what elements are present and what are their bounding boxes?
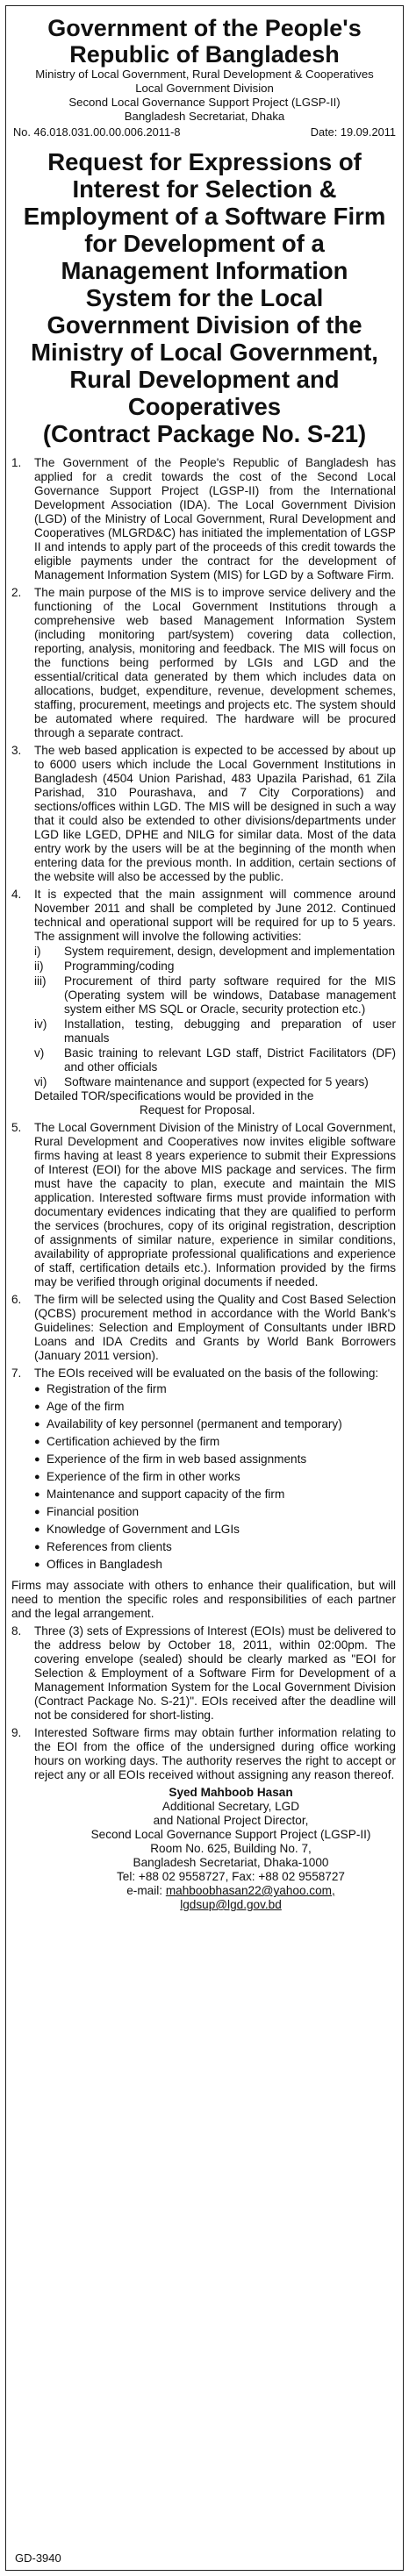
activity-text: Software maintenance and support (expected for 5 years) bbox=[64, 1075, 369, 1088]
main-title-line: System for the Local bbox=[85, 284, 324, 311]
paragraph-number: 3. bbox=[11, 744, 22, 757]
activity-numeral: v) bbox=[34, 1046, 45, 1060]
signatory-phone: Tel: +88 02 9558727, Fax: +88 02 9558727 bbox=[116, 1870, 345, 1883]
paragraph-number: 6. bbox=[11, 1293, 22, 1306]
list-item bbox=[34, 1400, 396, 1414]
paragraph-content bbox=[34, 888, 396, 1117]
main-title-line: Interest for Selection & bbox=[72, 175, 337, 203]
paragraph-text: Interested Software firms may obtain further information relating to the EOI from the office of the undersigned during office working hours on working days. The authority reserves the right to accept or reject any or all EOIs received without assigning any reason thereof. bbox=[34, 1726, 396, 1781]
reference-row bbox=[6, 124, 403, 139]
activity-numeral: iii) bbox=[34, 974, 47, 988]
activity-text: Programming/coding bbox=[64, 960, 175, 973]
activity-numeral: vi) bbox=[34, 1075, 47, 1088]
list-item bbox=[34, 1382, 396, 1396]
advertisement-page bbox=[5, 5, 404, 2571]
ministry-line: Ministry of Local Government, Rural Development & Cooperatives bbox=[35, 68, 374, 81]
main-title-line: for Development of a bbox=[84, 230, 325, 257]
main-title-line: Rural Development and bbox=[69, 366, 340, 393]
main-title-line: Request for Expressions of bbox=[47, 148, 362, 175]
bullet-icon: ● bbox=[34, 1454, 40, 1465]
reference-date: Date: 19.09.2011 bbox=[310, 125, 396, 139]
list-item bbox=[34, 1540, 396, 1554]
paragraph-text: The web based application is expected to be accessed by about up to 6000 users which include the Local Government Institutions in Bangladesh (4504 Union Parishad, 483 Upazila Parishad, 61 Zila Parishad, 310 Pourashava, and 7 City Corporations) and sections/offices within LGD. The MIS will be designed in such a way that it could also be extended to other divisions/departments under LGD like LGED, DPHE and NILG for similar data. Most of the data entry work by the users will be at the beginning of the month when entering data for the previous month. In addition, certain sections of the website will also be accessed by the public. bbox=[34, 744, 396, 883]
criterion-text: Age of the firm bbox=[47, 1400, 125, 1413]
paragraph-9 bbox=[11, 1726, 396, 1782]
paragraph-number: 5. bbox=[11, 1121, 22, 1134]
signature-block bbox=[6, 1786, 403, 1912]
government-title bbox=[6, 15, 403, 68]
association-note: Firms may associate with others to enhance their qualification, but will need to mention the specific roles and responsibilities of each partner and the legal arrangement. bbox=[11, 1579, 396, 1620]
activity-item bbox=[34, 945, 396, 959]
bullet-icon: ● bbox=[34, 1472, 40, 1482]
paragraph-5 bbox=[11, 1121, 396, 1289]
criterion-text: Financial position bbox=[47, 1505, 140, 1518]
secretariat-line: Bangladesh Secretariat, Dhaka bbox=[124, 110, 285, 123]
activity-item bbox=[34, 1046, 396, 1074]
activity-text: System requirement, design, development and implementation bbox=[64, 945, 396, 958]
paragraph-3 bbox=[11, 744, 396, 884]
email-link-2[interactable]: lgdsup@lgd.gov.bd bbox=[180, 1898, 282, 1911]
paragraph-text: It is expected that the main assignment will commence around November 2011 and shall be completed by June 2012. Continued technical and operational support will be required for up to 5 years. The assignment will involve the following activities: bbox=[34, 888, 396, 943]
paragraph-number: 4. bbox=[11, 888, 22, 901]
signatory-project: Second Local Governance Support Project (LGSP-II) bbox=[90, 1828, 371, 1841]
paragraph-7 bbox=[11, 1366, 396, 1575]
criterion-text: Knowledge of Government and LGIs bbox=[47, 1523, 240, 1536]
project-line: Second Local Governance Support Project (LGSP-II) bbox=[68, 96, 341, 109]
paragraph-text: The Government of the People's Republic of Bangladesh has applied for a credit towards the cost of the Second Local Governance Support Project (LGSP-II) from the International Development Association (IDA). The Local Government Division (LGD) of the Ministry of Local Government, Rural Development and Cooperatives (MLGRD&C) has initiated the implementation of LGSP II and intends to apply part of the proceeds of this credit towards the eligible payments under the contract for the development of Management Information System (MIS) for LGD by a Software Firm. bbox=[34, 456, 396, 582]
paragraph-text: The main purpose of the MIS is to improve service delivery and the functioning of the Local Government Institutions through a comprehensive web based Management Information System (including monitoring part/system) covering data collection, reporting, analysis, monitoring and feedback. The MIS will focus on the functions being performed by LGIs and LGD and the essential/critical data generated by them which includes data on allocations, budget, expenditure, revenue, development schemes, staffing, procurement, meetings and projects etc. The system should be automated where required. The hardware will be procured through a separate contract. bbox=[34, 586, 396, 739]
paragraph-text: The EOIs received will be evaluated on the basis of the following: bbox=[34, 1366, 379, 1380]
list-item bbox=[34, 1488, 396, 1502]
paragraph-number: 8. bbox=[11, 1624, 22, 1638]
main-title-line: Ministry of Local Government, bbox=[31, 339, 378, 366]
government-title-line-2: Republic of Bangladesh bbox=[69, 41, 340, 68]
paragraph-text: Three (3) sets of Expressions of Interest (EOIs) must be delivered to the address below by October 18, 2011, within 02:00pm. The covering envelope (sealed) should be clearly marked as "EOI for Selection & Employment of a Software Firm for Development of a Management Information System for the Local Government Division (Contract Package No. S-21)". EOIs received after the deadline will not be considered for short-listing. bbox=[34, 1624, 396, 1722]
criterion-text: Certification achieved by the firm bbox=[47, 1435, 220, 1448]
email-link-1[interactable]: mahboobhasan22@yahoo.com, bbox=[165, 1884, 335, 1897]
signatory-name: Syed Mahboob Hasan bbox=[169, 1786, 293, 1799]
signatory-address: Bangladesh Secretariat, Dhaka-1000 bbox=[133, 1856, 329, 1869]
criterion-text: Experience of the firm in other works bbox=[47, 1470, 240, 1483]
criterion-text: Maintenance and support capacity of the firm bbox=[47, 1488, 285, 1501]
main-title-line: Employment of a Software Firm bbox=[23, 203, 386, 230]
activity-item bbox=[34, 1017, 396, 1045]
paragraph-4 bbox=[11, 888, 396, 1117]
bullet-icon: ● bbox=[34, 1384, 40, 1395]
activity-item bbox=[34, 1075, 396, 1089]
bullet-icon: ● bbox=[34, 1559, 40, 1570]
activity-item bbox=[34, 974, 396, 1017]
signatory-room: Room No. 625, Building No. 7, bbox=[150, 1842, 312, 1855]
gd-code: GD-3940 bbox=[15, 2551, 61, 2565]
tor-note-line-1: Detailed TOR/specifications would be provided in the bbox=[34, 1089, 314, 1102]
criterion-text: Availability of key personnel (permanent and temporary) bbox=[47, 1417, 342, 1431]
division-line: Local Government Division bbox=[135, 82, 274, 95]
email-label: e-mail: bbox=[126, 1884, 166, 1897]
paragraph-number: 9. bbox=[11, 1726, 22, 1739]
bullet-icon: ● bbox=[34, 1437, 40, 1447]
list-item bbox=[34, 1417, 396, 1431]
paragraph-8 bbox=[11, 1624, 396, 1723]
paragraph-text: The Local Government Division of the Ministry of Local Government, Rural Development and Cooperatives now invites eligible software firms having at least 8 years experience to submit their Expressions of Interest (EOI) for the above MIS package and services. The firm must have the capacity to plan, execute and maintain the MIS application. Interested software firms must provide information with documentary evidences indicating that they are qualified to perform the services (brochures, copy of its original registration, description of assignments of similar nature, experience in similar conditions, availability of appropriate professional qualifications and experience of staff, certification details etc.). Information provided by the firms may be verified through original documents if needed. bbox=[34, 1121, 396, 1288]
main-title-line: Cooperatives bbox=[127, 393, 282, 420]
bullet-icon: ● bbox=[34, 1419, 40, 1430]
list-item bbox=[34, 1470, 396, 1484]
activity-text: Basic training to relevant LGD staff, District Facilitators (DF) and other officials bbox=[64, 1046, 396, 1074]
paragraph-6 bbox=[11, 1293, 396, 1363]
paragraph-2 bbox=[11, 586, 396, 740]
government-title-line-1: Government of the People's bbox=[47, 15, 362, 41]
signatory-email-row-2 bbox=[59, 1898, 403, 1912]
reference-number: No. 46.018.031.00.00.006.2011-8 bbox=[13, 125, 181, 139]
activity-text: Procurement of third party software required for the MIS (Operating system will be windows, Database management system either MS SQL or Oracle, security protection etc.) bbox=[64, 974, 396, 1016]
paragraph-text: The firm will be selected using the Quality and Cost Based Selection (QCBS) procurement method in accordance with the World Bank's Guidelines: Selection and Employment of Consultants under IBRD Loans and IDA Credits and Grants by World Bank Borrowers (January 2011 version). bbox=[34, 1293, 396, 1362]
activity-item bbox=[34, 960, 396, 974]
main-title-line: Government Division of the bbox=[47, 311, 362, 339]
signatory-email-row bbox=[59, 1884, 403, 1898]
criterion-text: Offices in Bangladesh bbox=[47, 1558, 162, 1571]
list-item bbox=[34, 1452, 396, 1466]
activity-text: Installation, testing, debugging and preparation of user manuals bbox=[64, 1017, 396, 1045]
list-item bbox=[34, 1435, 396, 1449]
paragraph-content bbox=[34, 1366, 396, 1575]
activity-numeral: i) bbox=[34, 945, 41, 958]
criterion-text: References from clients bbox=[47, 1540, 172, 1553]
main-title-line: Management Information bbox=[61, 257, 348, 284]
bullet-icon: ● bbox=[34, 1524, 40, 1535]
paragraph-number: 1. bbox=[11, 456, 22, 469]
bullet-icon: ● bbox=[34, 1489, 40, 1500]
paragraph-number: 2. bbox=[11, 586, 22, 599]
bullet-icon: ● bbox=[34, 1507, 40, 1517]
activity-numeral: iv) bbox=[34, 1017, 47, 1031]
body-paragraphs bbox=[6, 456, 403, 1782]
main-title bbox=[6, 148, 403, 447]
evaluation-criteria-list bbox=[34, 1382, 396, 1572]
bullet-icon: ● bbox=[34, 1402, 40, 1412]
paragraph-number: 7. bbox=[11, 1366, 22, 1380]
criterion-text: Registration of the firm bbox=[47, 1382, 167, 1395]
criterion-text: Experience of the firm in web based assignments bbox=[47, 1452, 307, 1466]
paragraph-1 bbox=[11, 456, 396, 582]
signatory-designation: and National Project Director, bbox=[153, 1814, 309, 1827]
list-item bbox=[34, 1505, 396, 1519]
tor-note-line-2: Request for Proposal. bbox=[140, 1103, 255, 1117]
bullet-icon: ● bbox=[34, 1542, 40, 1552]
signatory-designation: Additional Secretary, LGD bbox=[161, 1800, 300, 1813]
main-title-line: (Contract Package No. S-21) bbox=[42, 420, 367, 447]
list-item bbox=[34, 1558, 396, 1572]
activity-numeral: ii) bbox=[34, 960, 44, 973]
list-item bbox=[34, 1523, 396, 1537]
